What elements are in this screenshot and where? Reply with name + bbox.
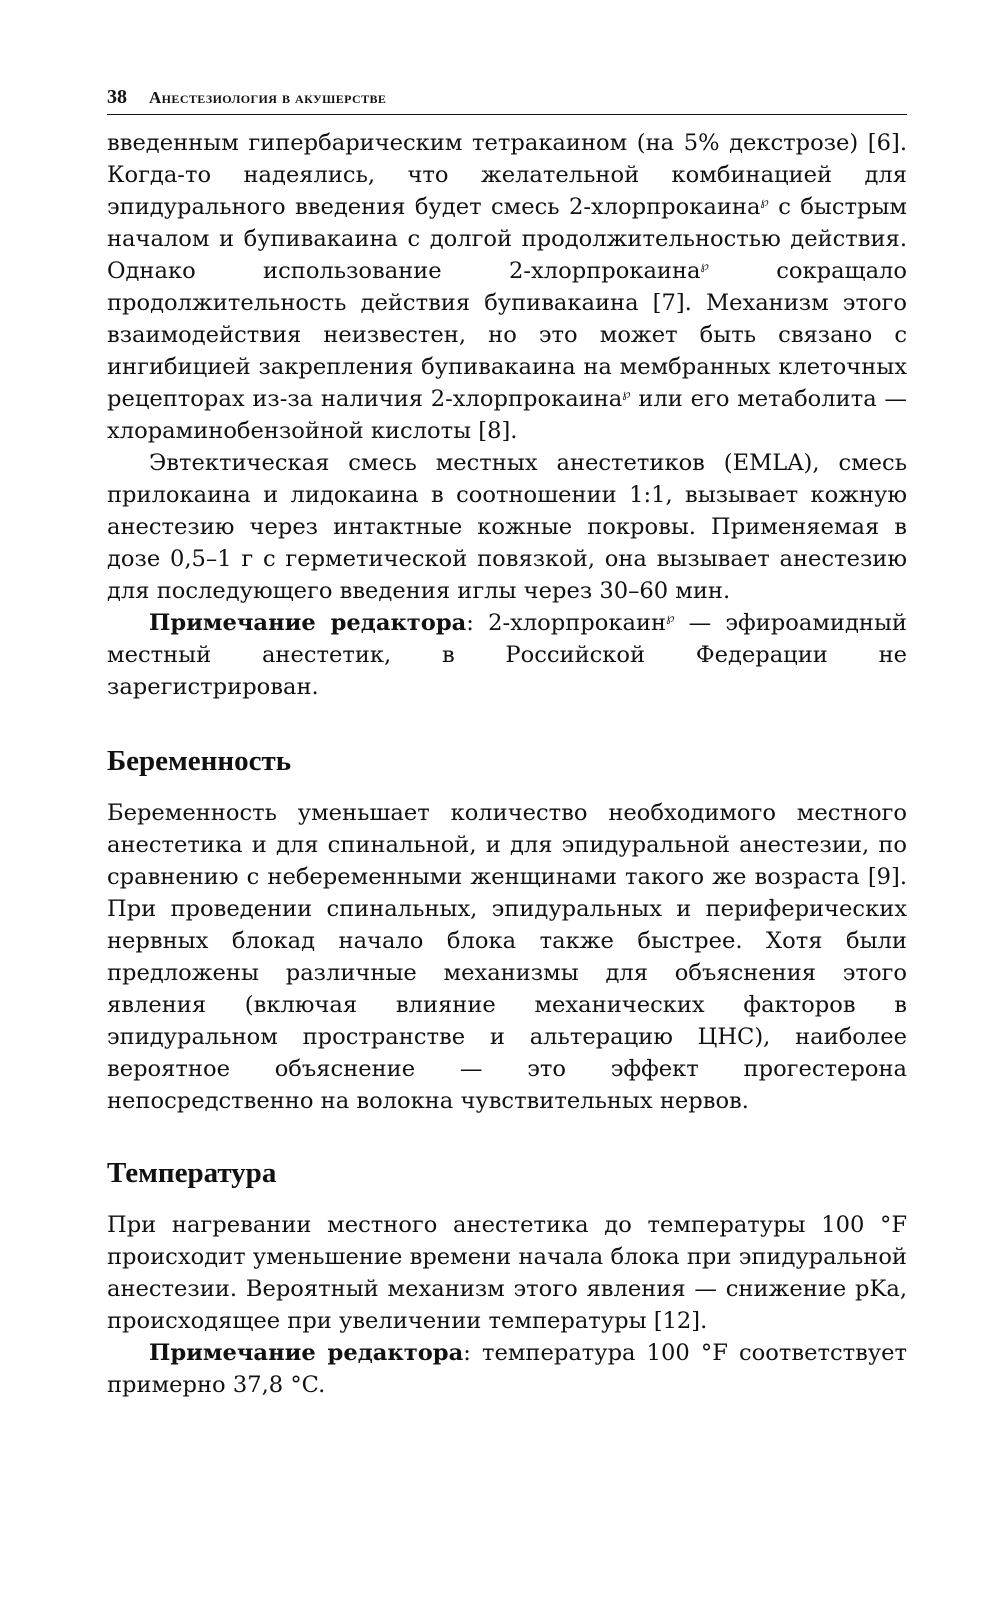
registered-mark-icon: ℘ xyxy=(760,194,769,209)
paragraph-emla: Эвтектическая смесь местных анестетиков (EMLA), смесь прилокаина и лидокаина в соотношении 1:1, вызывает кожную анестезию через интактные кожные покровы. Применяемая в дозе 0,5–1 г с герметической повязкой, она вызывает анестезию для последующего введения иглы через 30–60 мин. xyxy=(107,450,907,604)
registered-mark-icon: ℘ xyxy=(700,258,709,273)
running-header xyxy=(107,86,907,115)
editor-note: Примечание редактора: 2-хлорпрокаин℘ — эфироамидный местный анестетик, в Российской Федерации не зарегистрирован. xyxy=(107,610,907,700)
running-title: Анестезиология в акушерстве xyxy=(149,88,387,107)
page-number: 38 xyxy=(107,86,127,108)
section-heading-pregnancy: Беременность xyxy=(107,745,292,777)
paragraph-pregnancy: Беременность уменьшает количество необходимого местного анестетика и для спинальной, и для эпидуральной анестезии, по сравнению с небеременными женщинами такого же возраста [9]. При проведении спинальных, эпидуральных и периферических нервных блокад начало блока также быстрее. Хотя были предложены различные механизмы для объяснения этого явления (включая влияние механических факторов в эпидуральном пространстве и альтерацию ЦНС), наиболее вероятное объяснение — это эффект прогестерона непосредственно на волокна чувствительных нервов. xyxy=(107,800,907,1114)
editor-note: Примечание редактора: температура 100 °F соответствует примерно 37,8 °C. xyxy=(107,1340,907,1398)
body-text xyxy=(107,127,907,1401)
registered-mark-icon: ℘ xyxy=(666,610,675,625)
editor-note-label: Примечание редактора xyxy=(149,1340,464,1366)
editor-note-label: Примечание редактора xyxy=(149,610,467,636)
section-heading-temperature: Температура xyxy=(107,1157,277,1189)
paragraph-continued: введенным гипербарическим тетракаином (на 5% декстрозе) [6]. Когда-то надеялись, что желательной комбинацией для эпидурального введения будет смесь 2-хлорпрокаина℘ с быстрым началом и бупивакаина с долгой продолжительностью действия. Однако использование 2-хлорпрокаина℘ сокращало продолжительность действия бупивакаина [7]. Механизм этого взаимодействия неизвестен, но это может быть связано с ингибицией закрепления бупивакаина на мембранных клеточных рецепторах из-за наличия 2-хлорпрокаина℘ или его метаболита — хлораминобензойной кислоты [8]. xyxy=(107,130,908,444)
book-page xyxy=(107,86,907,1401)
paragraph-temperature: При нагревании местного анестетика до температуры 100 °F происходит уменьшение времени начала блока при эпидуральной анестезии. Вероятный механизм этого явления — снижение pKa, происходящее при увеличении температуры [12]. xyxy=(107,1212,907,1334)
registered-mark-icon: ℘ xyxy=(622,386,631,401)
